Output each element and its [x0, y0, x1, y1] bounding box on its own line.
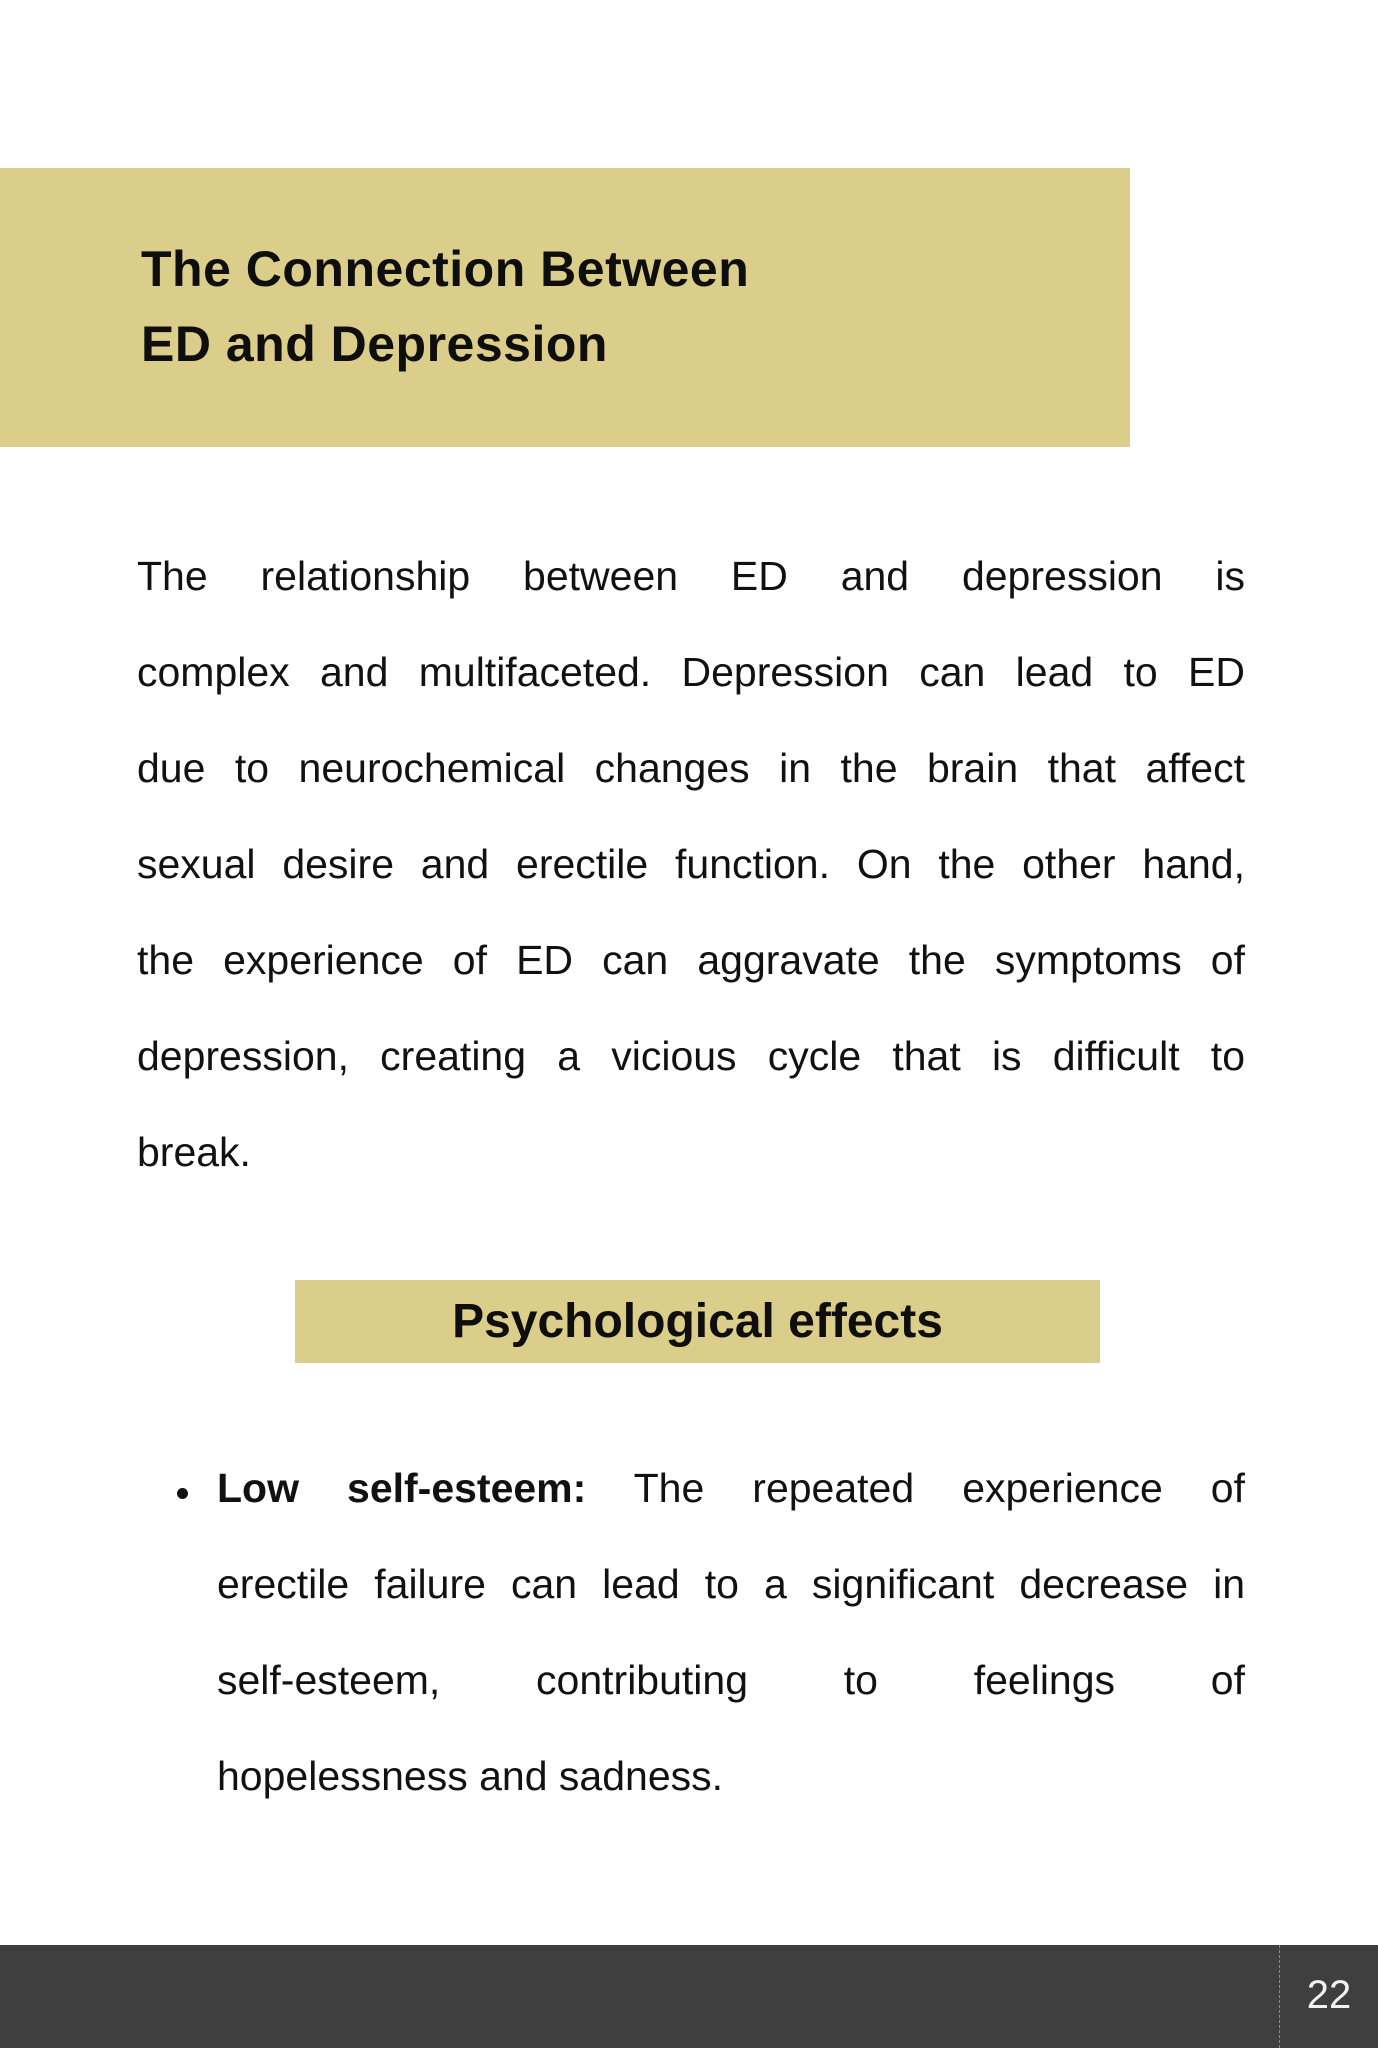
- intro-line: depression, creating a vicious cycle that is difficult to: [137, 1033, 1245, 1079]
- title-banner: [0, 168, 1130, 447]
- bullet-line: erectile failure can lead to a significant decrease in: [217, 1561, 1245, 1607]
- section-heading-banner: [295, 1280, 1100, 1363]
- intro-line: complex and multifaceted. Depression can lead to ED: [137, 649, 1245, 695]
- intro-line: The relationship between ED and depression is: [137, 553, 1245, 599]
- intro-line: sexual desire and erectile function. On the other hand,: [137, 841, 1245, 887]
- bullet-line-last: hopelessness and sadness.: [217, 1753, 724, 1799]
- bullet-line-rest: The repeated experience of: [633, 1465, 1245, 1511]
- intro-line: the experience of ED can aggravate the symptoms of: [137, 937, 1245, 983]
- page-title-line-2: ED and Depression: [141, 316, 608, 372]
- intro-line-last: break.: [137, 1129, 251, 1175]
- page-title-line-1: The Connection Between: [141, 241, 750, 297]
- section-heading: Psychological effects: [452, 1295, 943, 1348]
- bullet-line: [217, 1440, 1245, 1536]
- footer-bar: [0, 1945, 1378, 2048]
- page-title: [0, 168, 1130, 382]
- bullet-line: self-esteem, contributing to feelings of: [217, 1657, 1245, 1703]
- bullet-icon: [177, 1488, 188, 1499]
- intro-paragraph: [137, 528, 1245, 1200]
- page-number: 22: [1306, 1973, 1352, 2017]
- bullet-item: [217, 1440, 1245, 1824]
- bullet-lead-bold: Low self-esteem:: [217, 1465, 587, 1511]
- intro-line: due to neurochemical changes in the brain that affect: [137, 745, 1245, 791]
